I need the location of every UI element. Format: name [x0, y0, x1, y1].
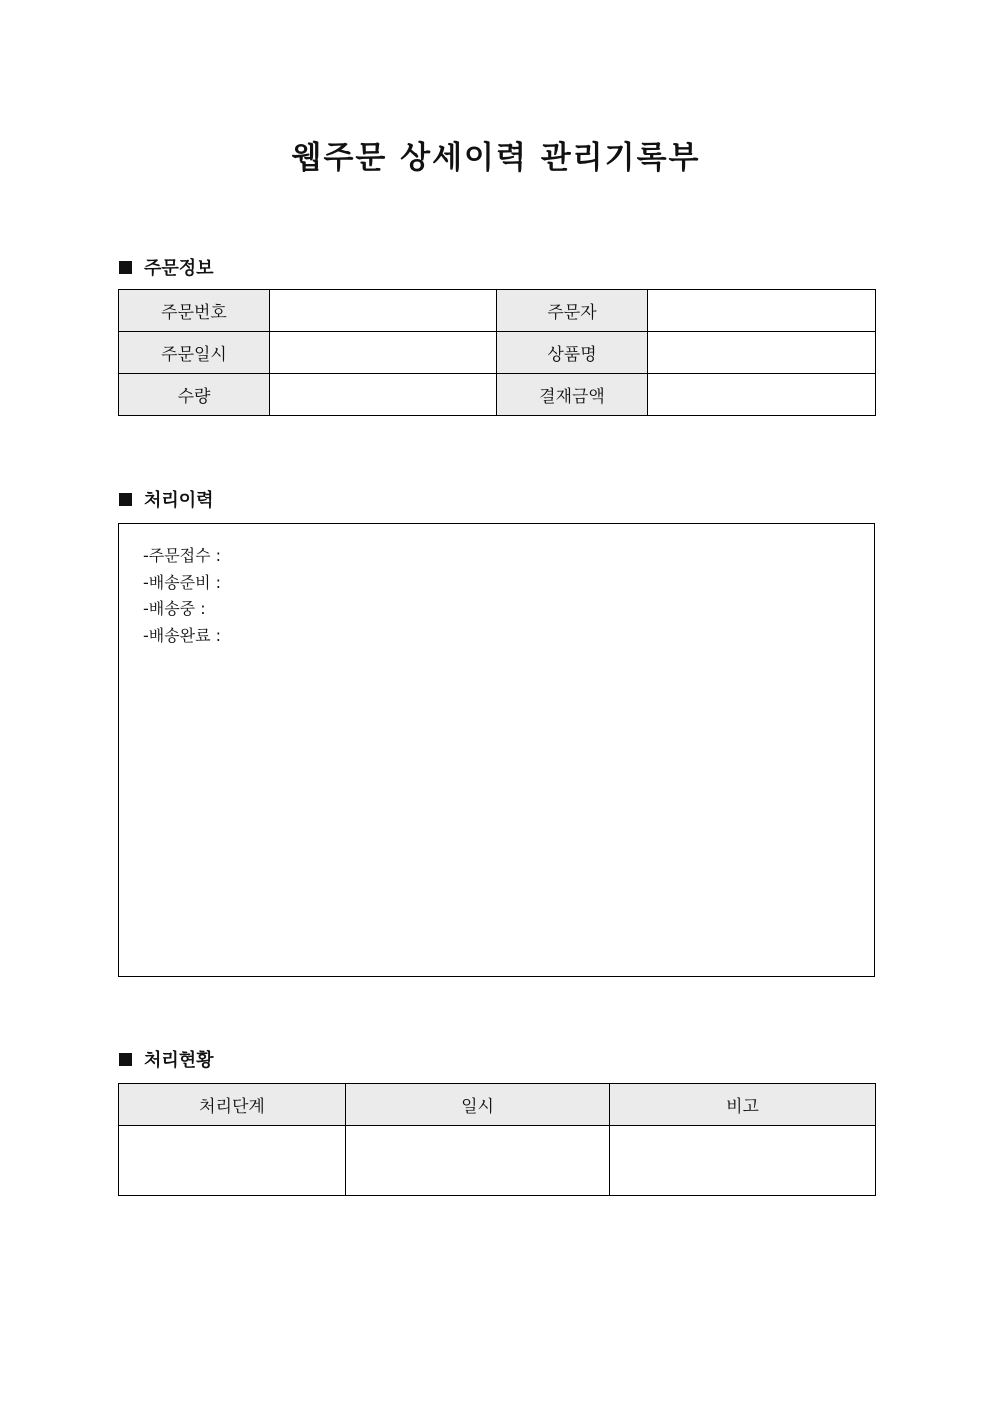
history-item-delivered: -배송완료 :: [143, 625, 222, 645]
orderer-value[interactable]: [648, 290, 876, 332]
order-number-label: 주문번호: [119, 290, 270, 332]
column-header-remarks: 비고: [610, 1084, 876, 1126]
order-info-heading-label: 주문정보: [144, 258, 214, 279]
quantity-value[interactable]: [270, 374, 497, 416]
history-box[interactable]: [118, 523, 875, 977]
orderer-label: 주문자: [497, 290, 648, 332]
history-heading: [119, 486, 214, 512]
table-row: [119, 1126, 876, 1196]
history-item-shipping: -배송중 :: [143, 599, 206, 618]
order-datetime-label: 주문일시: [119, 332, 270, 374]
order-info-table: [118, 289, 876, 416]
order-info-heading: [119, 254, 214, 280]
payment-amount-value[interactable]: [648, 374, 876, 416]
remarks-cell[interactable]: [610, 1126, 876, 1196]
column-header-datetime: 일시: [346, 1084, 610, 1126]
square-bullet-icon: [119, 261, 132, 274]
stage-cell[interactable]: [119, 1126, 346, 1196]
square-bullet-icon: [119, 493, 132, 506]
history-item-preparing: -배송준비 :: [143, 572, 222, 592]
history-list: [143, 543, 221, 649]
payment-amount-label: 결재금액: [497, 374, 648, 416]
order-datetime-value[interactable]: [270, 332, 497, 374]
product-name-label: 상품명: [497, 332, 648, 374]
product-name-value[interactable]: [648, 332, 876, 374]
quantity-label: 수량: [119, 374, 270, 416]
history-item-order-received: -주문접수 :: [143, 546, 222, 565]
table-row: [119, 290, 876, 332]
history-heading-label: 처리이력: [144, 490, 214, 511]
status-heading: [119, 1046, 214, 1072]
table-row: [119, 332, 876, 374]
datetime-cell[interactable]: [346, 1126, 610, 1196]
square-bullet-icon: [119, 1053, 132, 1066]
document-title: 웹주문 상세이력 관리기록부: [291, 140, 701, 176]
table-header-row: [119, 1084, 876, 1126]
table-row: [119, 374, 876, 416]
status-table: [118, 1083, 876, 1196]
order-number-value[interactable]: [270, 290, 497, 332]
status-heading-label: 처리현황: [144, 1050, 214, 1071]
column-header-stage: 처리단계: [119, 1084, 346, 1126]
